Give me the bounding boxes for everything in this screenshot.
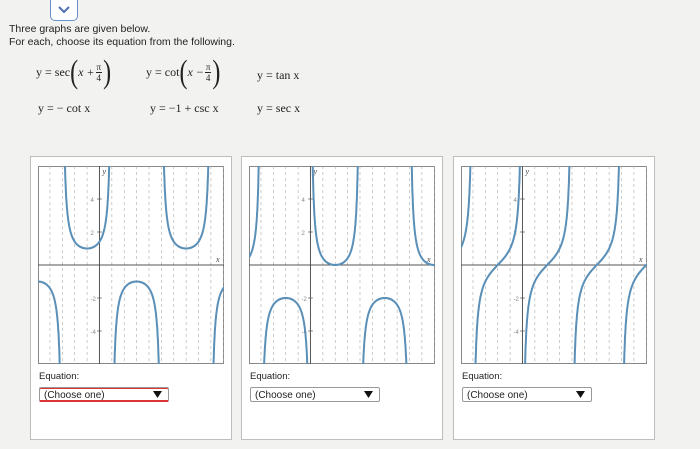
paren-right: ) [212,54,221,91]
y-axis-label: y [313,167,318,176]
y-axis-label: y [102,167,107,176]
dropdown-arrow-icon [576,391,585,399]
paren-left: ( [70,54,79,91]
dropdown-arrow-icon [364,391,373,399]
paren-right: ) [103,54,112,91]
equation-label: Equation: [462,371,503,382]
equation-label: Equation: [39,371,80,382]
chevron-down-icon [58,6,70,14]
option-sec-shift-lead: y = sec [36,65,71,79]
option-cot-shift-lead: y = cot [146,65,180,79]
dropdown-arrow-icon [153,391,162,399]
instructions-line-1: Three graphs are given below. [9,23,151,35]
fraction-den: 4 [96,73,102,83]
y-tick-label: -2 [513,297,519,303]
option-sec: y = sec x [257,101,301,115]
y-tick-label: -4 [513,330,519,336]
fraction [205,62,212,83]
y-axis-label: y [525,167,530,176]
fraction-den: 4 [205,73,211,83]
equation-select-2[interactable] [250,387,380,402]
option-sec-shift-inner: x + [78,65,95,79]
option-cot-shift-inner: x − [187,65,204,79]
y-tick-label: 2 [90,231,94,237]
equation-select-1[interactable] [39,387,169,402]
option-neg-cot: y = − cot x [38,101,91,115]
option-tan: y = tan x [257,68,300,82]
instructions-line-2: For each, choose its equation from the following. [9,36,235,48]
graph-plot-3 [461,166,647,364]
option-cot-shift [146,54,221,91]
equation-select-3[interactable] [462,387,592,402]
fraction-num: π [205,62,211,72]
graph-card-1 [30,156,232,440]
graph-plot-1 [38,166,224,364]
instructions [9,23,235,49]
collapse-toggle-button[interactable] [50,0,78,21]
x-axis-label: x [216,255,220,264]
fraction-num: π [96,62,102,72]
select-value: (Choose one) [44,390,105,401]
x-axis-label: x [639,255,643,264]
y-tick-label: -4 [301,330,307,336]
y-tick-label: -4 [90,330,96,336]
y-tick-label: -2 [90,297,96,303]
select-value: (Choose one) [255,390,316,401]
paren-left: ( [179,54,188,91]
fraction [96,62,103,83]
equation-label: Equation: [250,371,291,382]
option-csc-shift: y = −1 + csc x [150,101,219,115]
x-axis-label: x [427,255,431,264]
y-tick-label: 4 [90,198,94,204]
y-tick-label: 4 [301,198,305,204]
graph-plot-2 [249,166,435,364]
y-tick-label: 2 [301,231,305,237]
select-value: (Choose one) [467,390,528,401]
y-tick-label: 4 [513,198,517,204]
graph-card-2 [241,156,443,440]
y-tick-label: 2 [513,231,517,237]
option-sec-shift [36,54,112,91]
y-tick-label: -2 [301,297,307,303]
graph-card-3 [453,156,655,440]
